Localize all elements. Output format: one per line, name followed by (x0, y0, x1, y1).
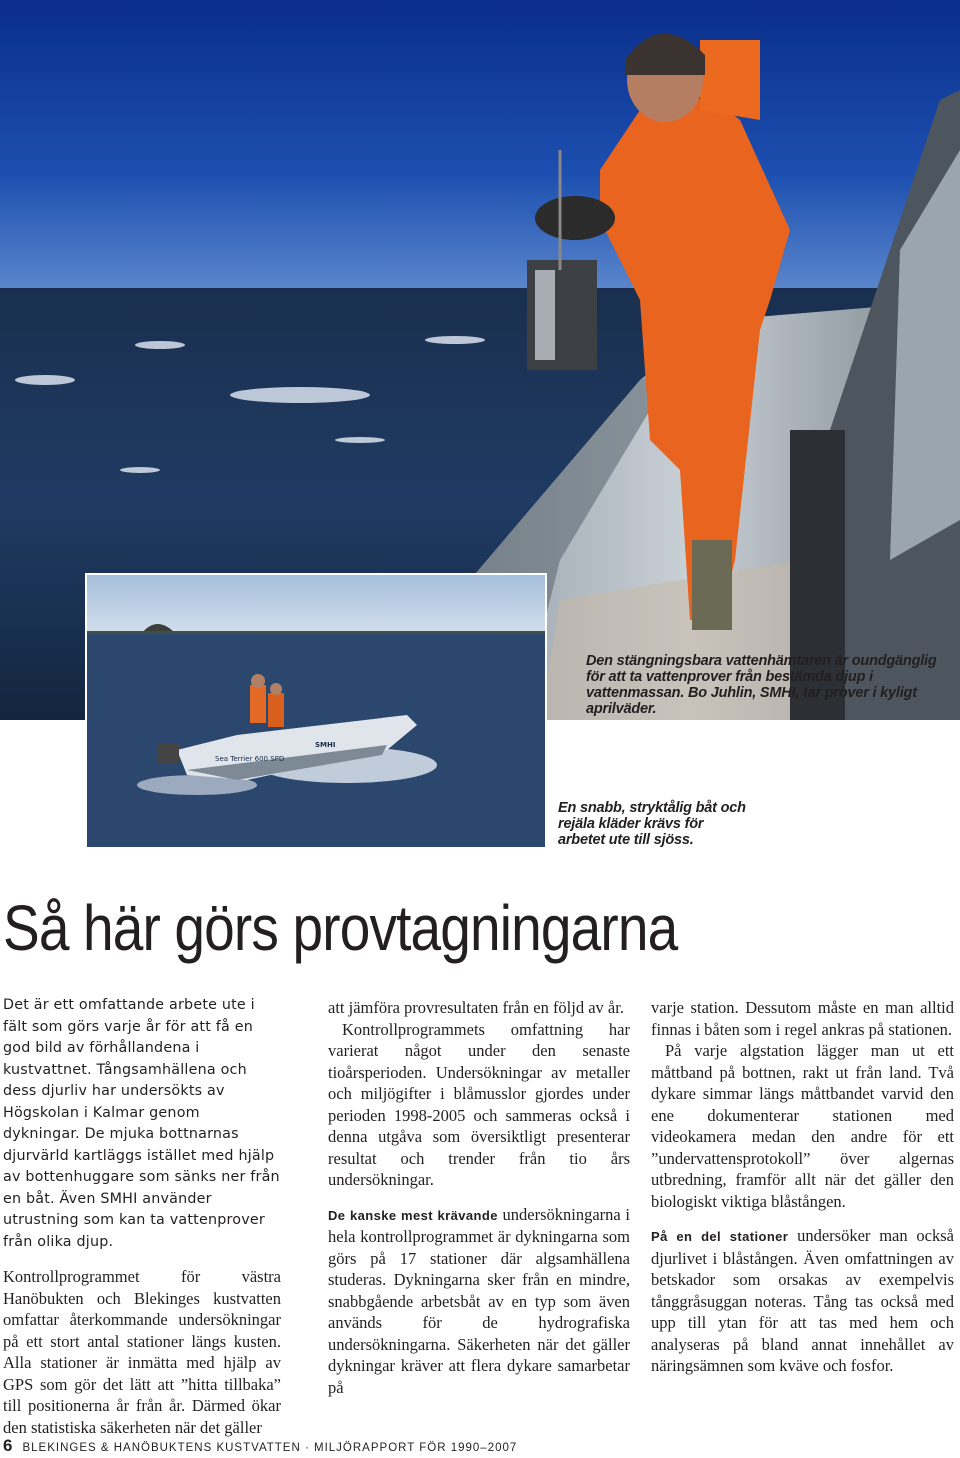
ingress-text: Det är ett omfattande arbete ute i fält som görs varje år för att få en god bild av förhållandena i kustvattnet. Tångsamhällena och dess djurliv har undersökts av Högskolan i Kalmar genom dykningar. De mjuka bottnarnas djurvärld kartläggs istället med hjälp av bottenhuggare som sänks ner från en båt. Även SMHI använder utrustning som kan ta vattenprover från olika djup. (3, 997, 280, 1250)
body-paragraph (651, 1225, 954, 1377)
lead-in-text: De kanske mest krävande (328, 1207, 498, 1223)
boat-name-text: Sea Terrier 600 SPD (215, 755, 285, 763)
main-photo-caption: Den stängningsbara vattenhämtaren är oundgänglig för att ta vattenprover från bestämda djup i vattenmassan. Bo Juhlin, SMHI, tar prover i kyligt aprilväder. (586, 653, 937, 717)
inset-photo (85, 573, 547, 849)
lead-in-text: På en del stationer (651, 1229, 789, 1244)
body-paragraph: varje station. Dessutom måste en man alltid finnas i båten som i regel ankras på stationen. (651, 998, 954, 1039)
body-paragraph: På varje algstation lägger man ut ett måttband på bottnen, rakt ut från land. Två dykare simmar längs måttbandet varvid den ene dokumenterar stationen med videokamera medan den andre för ett ”undervattensprotokoll” över algernas utbredning, framför allt när det gäller den biologiskt viktiga blåstången. (651, 1041, 954, 1211)
page-title: Så här görs provtagningarna (3, 892, 678, 964)
body-paragraph: Kontrollprogrammets omfattning har varierat något under den senaste tioårsperioden. Undersökningar av metaller och miljögifter i blåmusslor gjordes under perioden 1998-2005 och sammeras också i denna utgåva som översiktligt presenterar resultat och trender från tio års undersökningar. (328, 1019, 630, 1189)
column-2 (328, 997, 630, 1398)
inset-photo-caption: En snabb, stryktålig båt och rejäla kläder krävs för arbetet ute till sjöss. (558, 800, 746, 848)
body-paragraph (328, 1204, 630, 1399)
publication-title: BLEKINGES & HANÖBUKTENS KUSTVATTEN · MILJÖRAPPORT FÖR 1990–2007 (22, 1442, 518, 1454)
page-number: 6 (3, 1436, 13, 1455)
paragraph-text: undersökningarna i hela kontrollprogrammet är dykningarna som görs på 17 stationer där algsamhällena studeras. Dykningarna sker från en mindre, snabbgående arbetsbåt av en typ som även används för de hydrografiska undersökningarna. Säkerheten när det gäller dykningar kräver att flera dykare samarbetar på (328, 1204, 630, 1397)
boat-logo-text: SMHI (315, 741, 336, 749)
column-3 (651, 997, 954, 1377)
paragraph-text: undersöker man också djurlivet i blåstången. Även omfattningen av betskador som orsakas av exempelvis tånggråsuggan noteras. Tång tas också med upp till ytan för att tas med hem och analyseras på bland annat innehållet av näringsämnen som kväve och fosfor. (651, 1226, 954, 1375)
page-footer (3, 1436, 703, 1456)
body-paragraph: Kontrollprogrammet för västra Hanöbukten och Blekinges kustvatten omfattar återkommande undersökningar på ett stort antal stationer längs kusten. Alla stationer är inmätta med hjälp av GPS som gör det lätt att ”hitta tillbaka” till positionerna år från år. Därmed ökar den statistiska säkerheten när det gäller (3, 1267, 281, 1437)
body-paragraph: att jämföra provresultaten från en följd av år. (328, 998, 624, 1017)
column-1 (3, 995, 281, 1438)
